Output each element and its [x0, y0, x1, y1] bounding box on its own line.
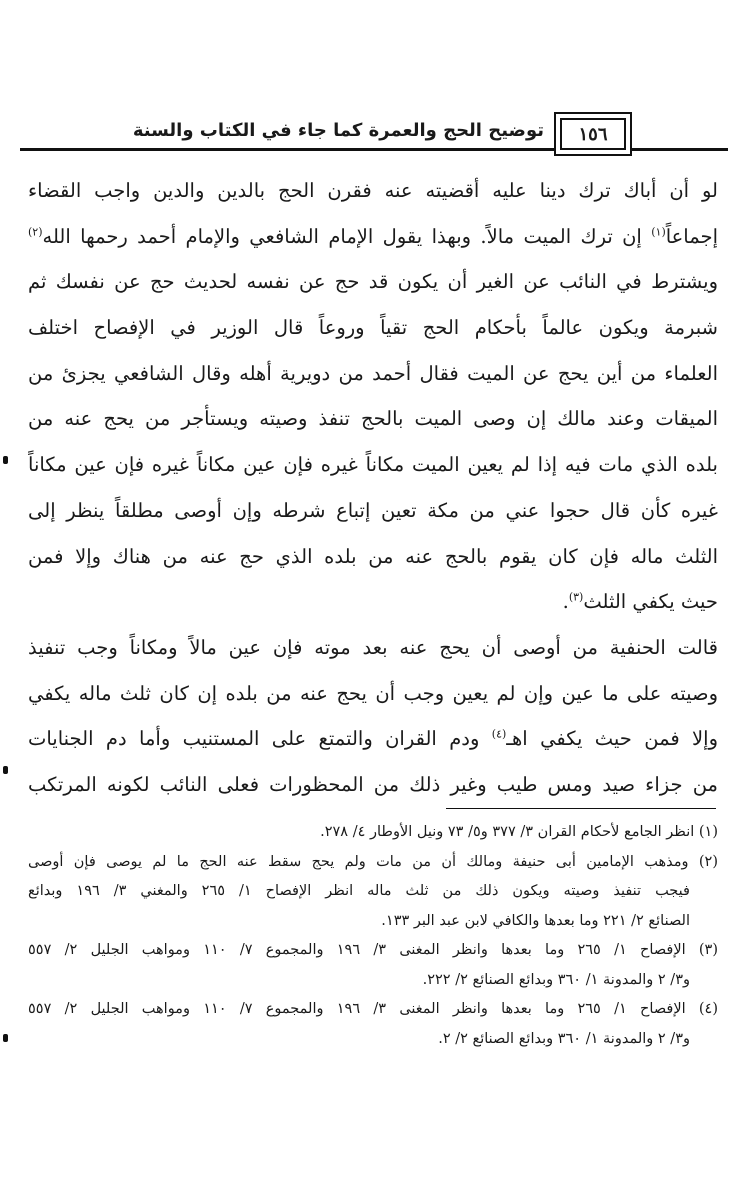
text-line [28, 671, 718, 717]
margin-mark [3, 456, 8, 464]
line-text: من جزاء صيد ومس طيب وغير ذلك من المحظورات فعلى النائب لكونه المرتكب [28, 772, 718, 796]
text-line [28, 396, 718, 442]
footnote-marker[interactable]: (٣) [568, 590, 584, 604]
header-rule-right [634, 148, 728, 151]
text-line [28, 762, 718, 808]
line-text: غيره كأن قال حجوا عني من مكة تعين إتباع شرطه وإن أوصى مطلقاً ينظر إلى [28, 498, 718, 522]
footnote-line: (٣) الإفصاح ١/ ٢٦٥ وما بعدها وانظر المغنى ٣/ ١٩٦ والمجموع ٧/ ١١٠ ومواهب الجليل ٢/ ٥٥٧ [28, 942, 718, 958]
text-line [28, 305, 718, 351]
footnote-marker[interactable]: (٢) [28, 225, 43, 239]
line-text: . [562, 590, 569, 614]
footnote-marker[interactable]: (١) [651, 225, 666, 239]
footnote-marker[interactable]: (٤) [491, 727, 507, 741]
footnote-line: و٣/ ٢ والمدونة ١/ ٣٦٠ وبدائع الصنائع ٢/ ٢٢٢. [422, 971, 690, 988]
margin-mark [3, 766, 8, 774]
text-line [28, 442, 718, 488]
footnote-line: (٢) ومذهب الإمامين أبى حنيفة ومالك أن من مات ولم يحج سقط عنه الحج ما لم يوصى فإن أوصى [28, 853, 718, 870]
footnotes [28, 818, 718, 1054]
running-header [20, 112, 728, 156]
text-line [28, 579, 718, 625]
footnote-separator [446, 808, 716, 809]
page-number: ١٥٦ [560, 118, 626, 150]
line-text: العلماء من أين يحج عن الميت فقال أحمد من دويرية أهله وقال الشافعي يجزئ من [28, 361, 718, 385]
line-text: الثلث ماله فإن كان يقوم بالحج عنه من بلده الذي حج عنه من هناك وإلا فمن [28, 544, 718, 568]
line-text: بلده الذي مات فيه إذا لم يعين الميت مكاناً غيره فإن عين مكاناً غيره فإن عين مكاناً [28, 453, 718, 477]
text-line [28, 351, 718, 397]
main-text [28, 168, 718, 808]
footnote-line: فيجب تنفيذ وصيته ويكون ذلك من ثلث ماله انظر الإفصاح ١/ ٢٦٥ والمغني ٣/ ١٩٦ وبدائع [28, 883, 690, 899]
text-line [28, 168, 718, 214]
line-text: الميقات وعند مالك إن وصى الميت بالحج تنفذ وصيته ويستأجر من يحج عنه من [28, 407, 718, 431]
text-line [28, 488, 718, 534]
line-text: ودم القران والتمتع على المستنيب وأما دم الجنايات [28, 727, 492, 751]
page-number-frame [554, 112, 632, 156]
text-line [28, 534, 718, 580]
text-line [28, 214, 718, 260]
line-text: وإلا فمن حيث يكفي اهـ [506, 727, 718, 751]
footnote-line: (٤) الإفصاح ١/ ٢٦٥ وما بعدها وانظر المغنى ٣/ ١٩٦ والمجموع ٧/ ١١٠ ومواهب الجليل ٢/ ٥٥٧ [28, 1001, 718, 1017]
line-text: وصيته على ما عين وإن لم يعين وجب أن يحج عنه من بلده إن كان ثلث ماله يكفي [28, 681, 718, 705]
line-text: لو أن أباك ترك دينا عليه أقضيته عنه فقرن الحج بالدين والدين واجب القضاء [28, 179, 718, 202]
footnote-line: (١) انظر الجامع لأحكام القران ٣/ ٣٧٧ و٥/ ٧٣ ونيل الأوطار ٤/ ٢٧٨. [320, 824, 718, 840]
line-text: قالت الحنفية من أوصى أن يحج عنه بعد موته فإن عين مالاً ومكاناً وجب تنفيذ [28, 635, 718, 659]
line-text: إن ترك الميت مالاً. وبهذا يقول الإمام الشافعي والإمام أحمد رحمها الله [42, 224, 652, 248]
line-text: ويشترط في النائب عن الغير أن يكون قد حج عن نفسه لحديث حج عن نفسك ثم [28, 270, 718, 294]
footnote-line: الصنائع ٢/ ٢٢١ وما بعدها والكافي لابن عبد البر ١٣٣. [381, 912, 690, 929]
line-text: حيث يكفي الثلث [583, 590, 718, 614]
footnote-line: و٣/ ٢ والمدونة ١/ ٣٦٠ وبدائع الصنائع ٢/ ٢. [438, 1030, 690, 1047]
running-title: توضيح الحج والعمرة كما جاء في الكتاب والسنة [20, 118, 550, 144]
text-line [28, 259, 718, 305]
text-line [28, 716, 718, 762]
line-text: إجماعاً [665, 224, 718, 248]
text-line [28, 625, 718, 671]
margin-mark [3, 1034, 8, 1042]
line-text: شبرمة ويكون عالماً بأحكام الحج تقياً وروعاً قال الوزير في الإفصاح اختلف [28, 316, 718, 340]
